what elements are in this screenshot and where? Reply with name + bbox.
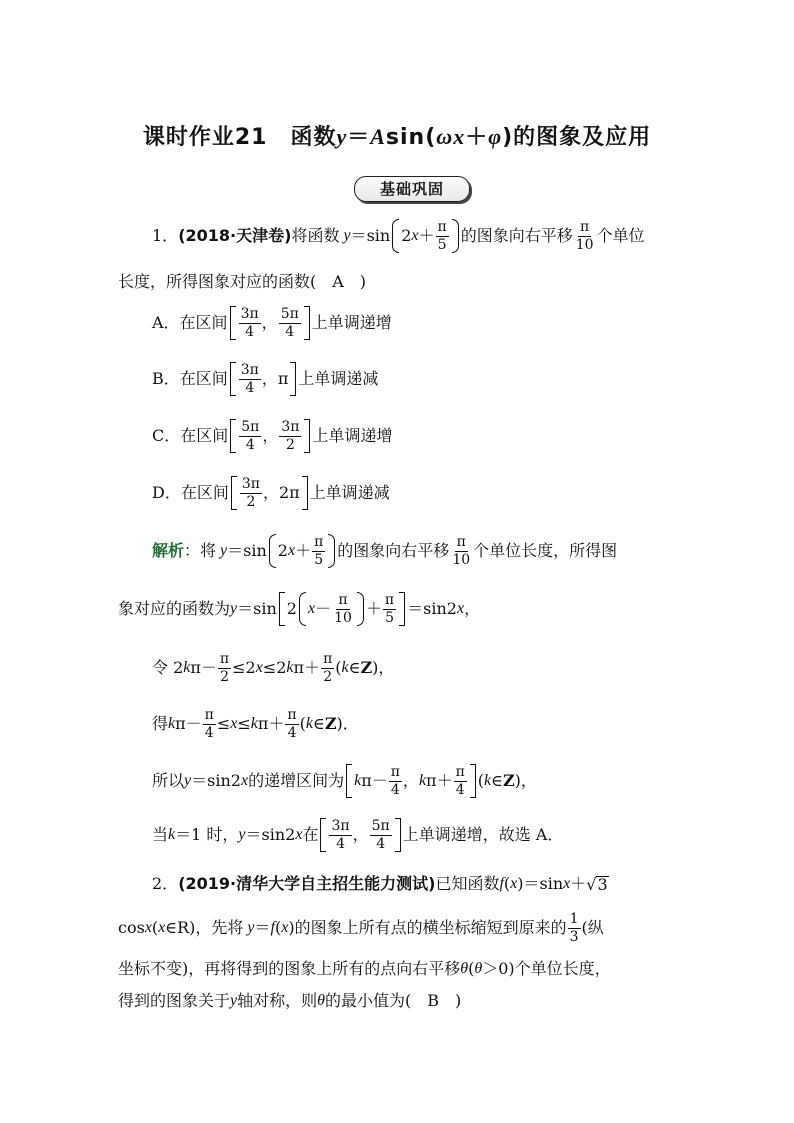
solution-line-6: 当 k ＝1 时， y ＝sin2 x 在 $\frac{3\pi}{4}$ ， $\frac{5\pi}{4}$ 上单调递增，故选 A．: [152, 818, 564, 852]
solution-line-4: 得 k π－ $\frac{\pi}{4}$ ≤ x ≤ k π＋ $\frac{\pi}{4}$ ( k ∈ Z )．: [152, 707, 359, 741]
solution-line-5: 所以 y ＝sin2 x 的递增区间为 k π－ $\frac{\pi}{4}$ ， k π＋ $\frac{\pi}{4}$ ( k ∈ Z )，: [152, 764, 537, 798]
option-a: A．在区间 $\frac{3\pi}{4}$ ， $\frac{5\pi}{4}$ 上单调递增: [152, 306, 392, 340]
option-c: C．在区间 $\frac{5\pi}{4}$ ， $\frac{3\pi}{2}$ 上单调递增: [152, 419, 393, 453]
option-b: B．在区间 $\frac{3\pi}{4}$ ， π 上单调递减: [152, 362, 379, 396]
q2-line-3: 坐标不变)，再将得到的图象上所有的点向右平移 θ ( θ ＞0)个单位长度，: [118, 959, 611, 978]
q2-line-4: 得到的图象关于 y 轴对称，则 θ 的最小值为( B ): [118, 991, 462, 1010]
q1-line-1: 1． (2018·天津卷) 将函数 y ＝sin 2 x ＋ $\frac{\pi}{5}$ 的图象向右平移 $\frac{\pi}{10}$ 个单位: [152, 219, 645, 253]
page-title: 课时作业21 函数y＝Asin(ωx＋φ)的图象及应用: [142, 124, 652, 150]
q1-line-2: 长度，所得图象对应的函数( A ): [118, 272, 367, 291]
q2-line-1: 2． (2019·清华大学自主招生能力测试) 已知函数 f ( x ) ＝sin x ＋ √ 3: [152, 874, 608, 894]
solution-line-1: 解析 ：将 y ＝sin 2 x ＋ $\frac{\pi}{5}$ 的图象向右平移 $\frac{\pi}{10}$ 个单位长度，所得图: [152, 534, 618, 568]
option-d: D．在区间 $\frac{3\pi}{2}$ ， 2π 上单调递减: [152, 476, 390, 510]
solution-line-3: 令 2 k π－ $\frac{\pi}{2}$ ≤2 x ≤2 k π＋ $\frac{\pi}{2}$ ( k ∈ Z )，: [152, 651, 395, 685]
section-badge: 基础巩固: [354, 176, 470, 202]
solution-label: 解析: [152, 541, 185, 560]
solution-line-2: 象对应的函数为 y ＝sin 2 x － $\frac{\pi}{10}$ ＋ $\frac{\pi}{5}$ ＝sin2 x ，: [118, 592, 481, 626]
q2-line-2: cos x ( x ∈R)，先将 y ＝ f ( x ) 的图象上所有点的横坐标缩短到原来的 $\frac{1}{3}$ (纵: [118, 911, 604, 945]
